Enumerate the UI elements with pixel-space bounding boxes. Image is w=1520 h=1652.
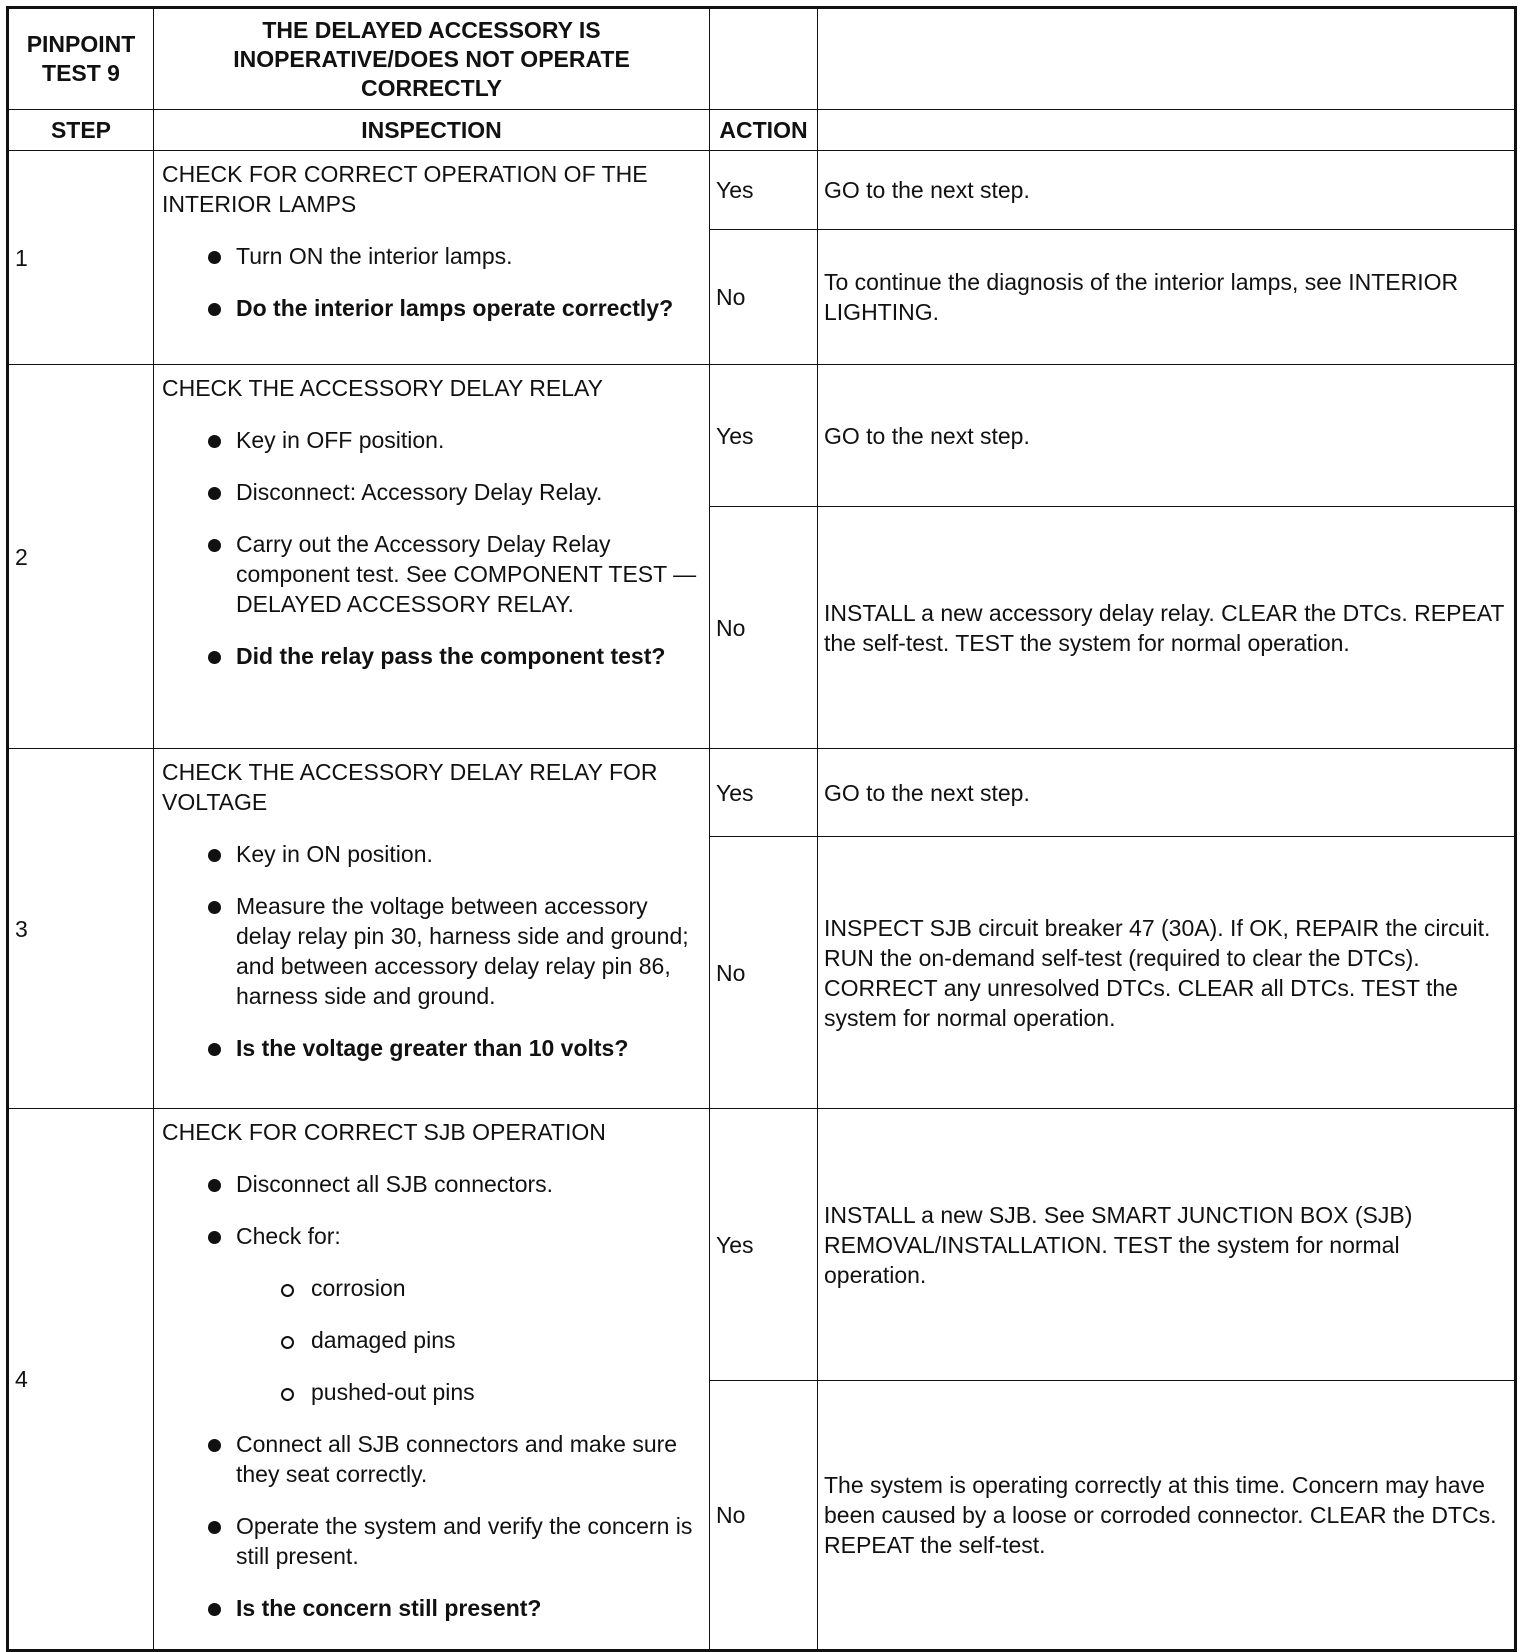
inspection-bullet: Disconnect all SJB connectors.: [162, 1169, 701, 1199]
inspection-bullet: Connect all SJB connectors and make sure they seat correctly.: [162, 1429, 701, 1489]
inspection-question: Is the concern still present?: [162, 1593, 701, 1623]
step-number: 4: [8, 1109, 154, 1651]
inspection-question: Did the relay pass the component test?: [162, 641, 701, 671]
title-blank-cell: [818, 8, 1516, 110]
answer-yes: Yes: [710, 749, 818, 837]
inspection-sub-bullet: corrosion: [162, 1273, 701, 1303]
step-3-inspection: [154, 749, 710, 1109]
step-heading: CHECK THE ACCESSORY DELAY RELAY FOR VOLTAGE: [162, 759, 658, 815]
inspection-question: Is the voltage greater than 10 volts?: [162, 1033, 701, 1063]
pinpoint-test-table: [6, 6, 1517, 1652]
action-no: INSPECT SJB circuit breaker 47 (30A). If OK, REPAIR the circuit. RUN the on-demand self-test (required to clear the DTCs). CORRECT any unresolved DTCs. CLEAR all DTCs. TEST the system for normal operation.: [818, 837, 1516, 1109]
step-4-inspection: [154, 1109, 710, 1651]
step-1-inspection: [154, 151, 710, 365]
inspection-bullet: Carry out the Accessory Delay Relay component test. See COMPONENT TEST — DELAYED ACCESSORY RELAY.: [162, 529, 701, 619]
step-2-inspection: [154, 365, 710, 749]
inspection-bullet: Measure the voltage between accessory delay relay pin 30, harness side and ground; and between accessory delay relay pin 86, harness side and ground.: [162, 891, 701, 1011]
title-row: [8, 8, 1516, 110]
step-2-yes-row: [8, 365, 1516, 507]
title-blank-cell: [710, 8, 818, 110]
answer-no: No: [710, 230, 818, 365]
answer-yes: Yes: [710, 365, 818, 507]
step-3-yes-row: [8, 749, 1516, 837]
inspection-bullet: Turn ON the interior lamps.: [162, 241, 701, 271]
step-number: 2: [8, 365, 154, 749]
col-header-action: ACTION: [710, 110, 818, 151]
inspection-bullet: Key in ON position.: [162, 839, 701, 869]
inspection-question: Do the interior lamps operate correctly?: [162, 293, 701, 323]
inspection-bullet: Operate the system and verify the concern is still present.: [162, 1511, 701, 1571]
step-number: 1: [8, 151, 154, 365]
pinpoint-test-label: PINPOINT TEST 9: [8, 8, 154, 110]
action-yes: GO to the next step.: [818, 365, 1516, 507]
inspection-bullet: Key in OFF position.: [162, 425, 701, 455]
test-title: THE DELAYED ACCESSORY IS INOPERATIVE/DOES NOT OPERATE CORRECTLY: [154, 8, 710, 110]
step-heading: CHECK FOR CORRECT OPERATION OF THE INTERIOR LAMPS: [162, 161, 648, 217]
step-4-yes-row: [8, 1109, 1516, 1381]
header-blank-cell: [818, 110, 1516, 151]
step-1-yes-row: [8, 151, 1516, 230]
answer-no: No: [710, 1381, 818, 1651]
pinpoint-test-document: [6, 6, 1517, 1652]
inspection-sub-bullet: pushed-out pins: [162, 1377, 701, 1407]
step-number: 3: [8, 749, 154, 1109]
action-yes: GO to the next step.: [818, 151, 1516, 230]
answer-no: No: [710, 837, 818, 1109]
answer-no: No: [710, 507, 818, 749]
action-no: INSTALL a new accessory delay relay. CLEAR the DTCs. REPEAT the self-test. TEST the system for normal operation.: [818, 507, 1516, 749]
step-heading: CHECK THE ACCESSORY DELAY RELAY: [162, 375, 603, 401]
action-no: The system is operating correctly at this time. Concern may have been caused by a loose or corroded connector. CLEAR the DTCs. REPEAT the self-test.: [818, 1381, 1516, 1651]
action-no: To continue the diagnosis of the interior lamps, see INTERIOR LIGHTING.: [818, 230, 1516, 365]
column-header-row: [8, 110, 1516, 151]
answer-yes: Yes: [710, 1109, 818, 1381]
inspection-bullet: Check for:: [162, 1221, 701, 1251]
answer-yes: Yes: [710, 151, 818, 230]
inspection-sub-bullet: damaged pins: [162, 1325, 701, 1355]
step-heading: CHECK FOR CORRECT SJB OPERATION: [162, 1119, 606, 1145]
col-header-inspection: INSPECTION: [154, 110, 710, 151]
action-yes: INSTALL a new SJB. See SMART JUNCTION BOX (SJB) REMOVAL/INSTALLATION. TEST the system for normal operation.: [818, 1109, 1516, 1381]
inspection-bullet: Disconnect: Accessory Delay Relay.: [162, 477, 701, 507]
col-header-step: STEP: [8, 110, 154, 151]
action-yes: GO to the next step.: [818, 749, 1516, 837]
